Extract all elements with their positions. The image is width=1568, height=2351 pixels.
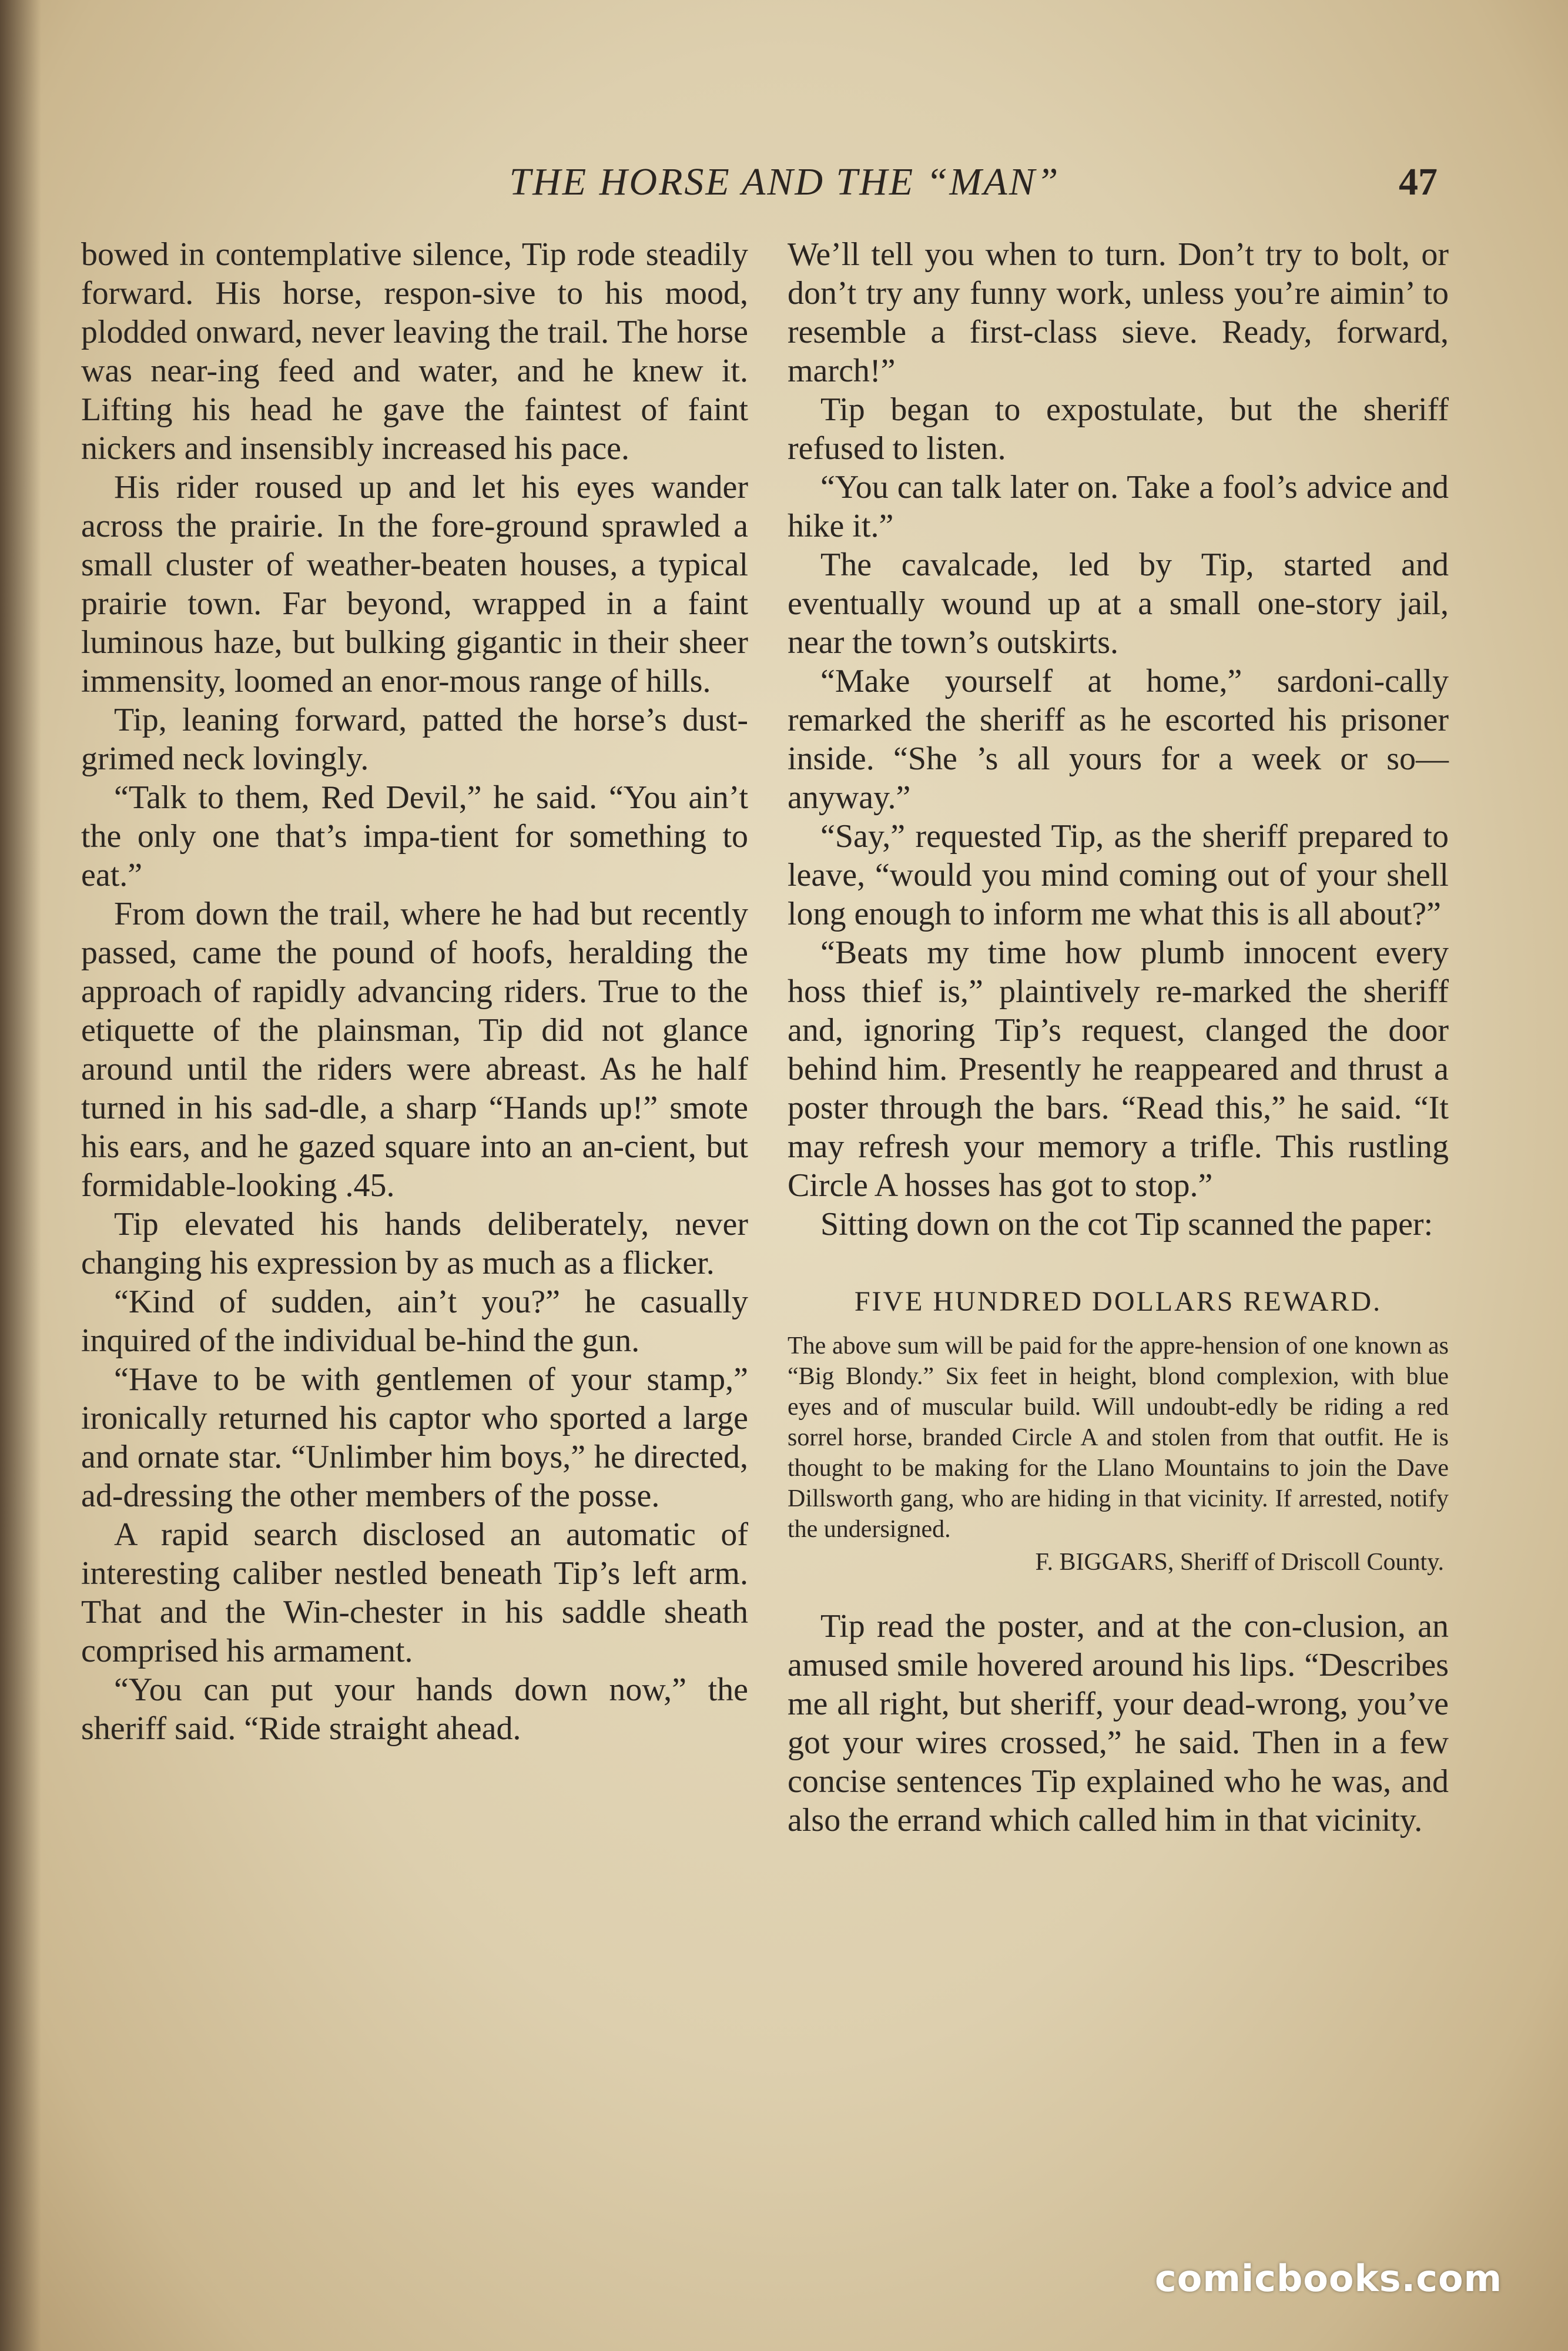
- paragraph: From down the trail, where he had but recently passed, came the pound of hoofs, heralding the approach of rapidly advancing riders. True to the etiquette of the plainsman, Tip did not glance around until the riders were abreast. As he half turned in his sad-dle, a sharp “Hands up!” smote his ears, and he gazed square into an an-cient, but formidable-looking .45.: [81, 896, 748, 1204]
- paragraph: “You can put your hands down now,” the sheriff said. “Ride straight ahead.: [81, 1672, 748, 1747]
- paragraph: “Talk to them, Red Devil,” he said. “You ain’t the only one that’s impa-tient for something to eat.”: [81, 779, 748, 893]
- paragraph: “You can talk later on. Take a fool’s advice and hike it.”: [788, 469, 1449, 544]
- paragraph: “Beats my time how plumb innocent every hoss thief is,” plaintively re-marked the sheriff and, ignoring Tip’s request, clanged the door behind him. Presently he reappeared and thrust a poster through the bars. “Read this,” he said. “It may refresh your memory a trifle. This rustling Circle A hosses has got to stop.”: [788, 935, 1449, 1204]
- binding-shadow: [0, 0, 41, 2351]
- page-number: 47: [1399, 160, 1438, 203]
- paragraph: “Make yourself at home,” sardoni-cally remarked the sheriff as he escorted his prisoner inside. “She ’s all yours for a week or so—anyway.”: [788, 663, 1449, 816]
- running-title: THE HORSE AND THE “MAN”: [509, 160, 1060, 203]
- paragraph: Sitting down on the cot Tip scanned the paper:: [820, 1206, 1433, 1243]
- site-watermark: comicbooks.com: [1155, 2257, 1503, 2300]
- paragraph: The cavalcade, led by Tip, started and eventually wound up at a small one-story jail, near the town’s outskirts.: [788, 547, 1449, 661]
- notice-signature: F. BIGGARS, Sheriff of Driscoll County.: [1035, 1549, 1444, 1576]
- paragraph: Tip, leaning forward, patted the horse’s dust-grimed neck lovingly.: [81, 702, 748, 777]
- right-column: [788, 235, 1449, 1840]
- notice-heading: FIVE HUNDRED DOLLARS REWARD.: [854, 1286, 1382, 1317]
- paragraph: Tip began to expostulate, but the sheriff refused to listen.: [788, 391, 1449, 467]
- reward-notice: [788, 1285, 1449, 1578]
- paragraph: bowed in contemplative silence, Tip rode steadily forward. His horse, respon-sive to his mood, plodded onward, never leaving the trail. The horse was near-ing feed and water, and he knew it. Lifting his head he gave the faintest of faint nickers and insensibly increased his pace.: [81, 236, 748, 467]
- left-column: [81, 235, 748, 1748]
- paragraph: We’ll tell you when to turn. Don’t try to bolt, or don’t try any funny work, unless you’re aimin’ to resemble a first-class sieve. Ready, forward, march!”: [788, 236, 1449, 389]
- paragraph: “Have to be with gentlemen of your stamp,” ironically returned his captor who sported a large and ornate star. “Unlimber him boys,” he directed, ad-dressing the other members of the posse.: [81, 1361, 748, 1514]
- notice-body: The above sum will be paid for the appre-hension of one known as “Big Blondy.” Six feet in height, blond complexion, with blue eyes and of muscular build. Will undoubt-edly be riding a red sorrel horse, branded Circle A and stolen from that outfit. He is thought to be making for the Llano Mountains to join the Dave Dillsworth gang, who are hiding in that vicinity. If arrested, notify the undersigned.: [788, 1332, 1449, 1543]
- paragraph: A rapid search disclosed an automatic of interesting caliber nestled beneath Tip’s left arm. That and the Win-chester in his saddle sheath comprised his armament.: [81, 1516, 748, 1669]
- paragraph: Tip elevated his hands deliberately, never changing his expression by as much as a flicker.: [81, 1206, 748, 1281]
- paragraph: “Say,” requested Tip, as the sheriff prepared to leave, “would you mind coming out of your shell long enough to inform me what this is all about?”: [788, 818, 1449, 932]
- paragraph: “Kind of sudden, ain’t you?” he casually inquired of the individual be-hind the gun.: [81, 1284, 748, 1359]
- paragraph: His rider roused up and let his eyes wander across the prairie. In the fore-ground sprawled a small cluster of weather-beaten houses, a typical prairie town. Far beyond, wrapped in a faint luminous haze, but bulking gigantic in their sheer immensity, loomed an enor-mous range of hills.: [81, 469, 748, 699]
- paragraph: Tip read the poster, and at the con-clusion, an amused smile hovered around his lips. “Describes me all right, but sheriff, your dead-wrong, you’ve got your wires crossed,” he said. Then in a few concise sentences Tip explained who he was, and also the errand which called him in that vicinity.: [788, 1608, 1449, 1838]
